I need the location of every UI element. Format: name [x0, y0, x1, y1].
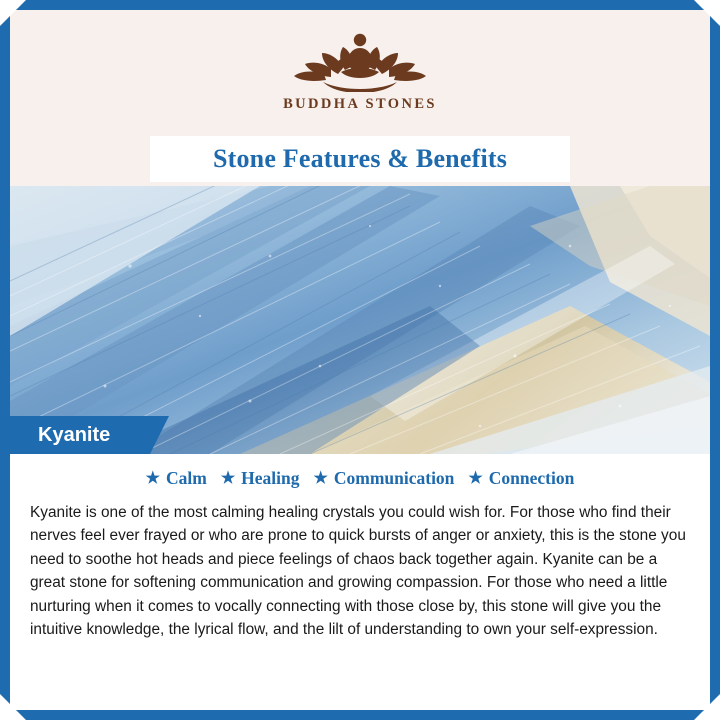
keyword-item: [146, 468, 207, 489]
star-icon: ★: [145, 469, 160, 487]
keyword-label: Connection: [488, 468, 575, 488]
stone-name-badge: Kyanite: [10, 416, 150, 454]
keyword-label: Healing: [241, 468, 300, 488]
hero-image: [10, 186, 710, 454]
corner-notch-bottom-left: [0, 694, 26, 720]
corner-notch-top-right: [694, 0, 720, 26]
keyword-label: Communication: [333, 468, 455, 488]
description-paragraph: Kyanite is one of the most calming healing crystals you could wish for. For those who find their nerves feel ever frayed or who are prone to quick bursts of anger or anxiety, this is the stone you need to soothe hot heads and piece feelings of chaos back together again. Kyanite can be a great stone for softening communication and growing compassion. For those who need a little nurturing when it comes to vocally connecting with those close by, this stone will give you the intuitive knowledge, the lyrical flow, and the lilt of understanding to own your self-expression.: [30, 504, 686, 639]
keyword-item: [221, 468, 300, 489]
star-icon: ★: [220, 469, 236, 487]
star-icon: ★: [468, 469, 483, 487]
card-body: [10, 454, 710, 710]
kyanite-crystal-illustration: [10, 186, 710, 454]
corner-notch-bottom-right: [694, 694, 720, 720]
keyword-item: [468, 468, 574, 489]
corner-notch-top-left: [0, 0, 26, 26]
lotus-meditation-icon: [285, 26, 435, 92]
card-inner: [10, 10, 710, 710]
brand-name: BUDDHA STONES: [283, 96, 437, 112]
keyword-item: [314, 468, 455, 489]
keyword-list: [26, 454, 694, 489]
keyword-label: Calm: [166, 468, 207, 488]
card-header: [10, 10, 710, 186]
brand-logo: [10, 10, 710, 113]
star-icon: ★: [313, 469, 328, 487]
page-title: Stone Features & Benefits: [212, 144, 508, 173]
title-banner: [150, 136, 570, 182]
